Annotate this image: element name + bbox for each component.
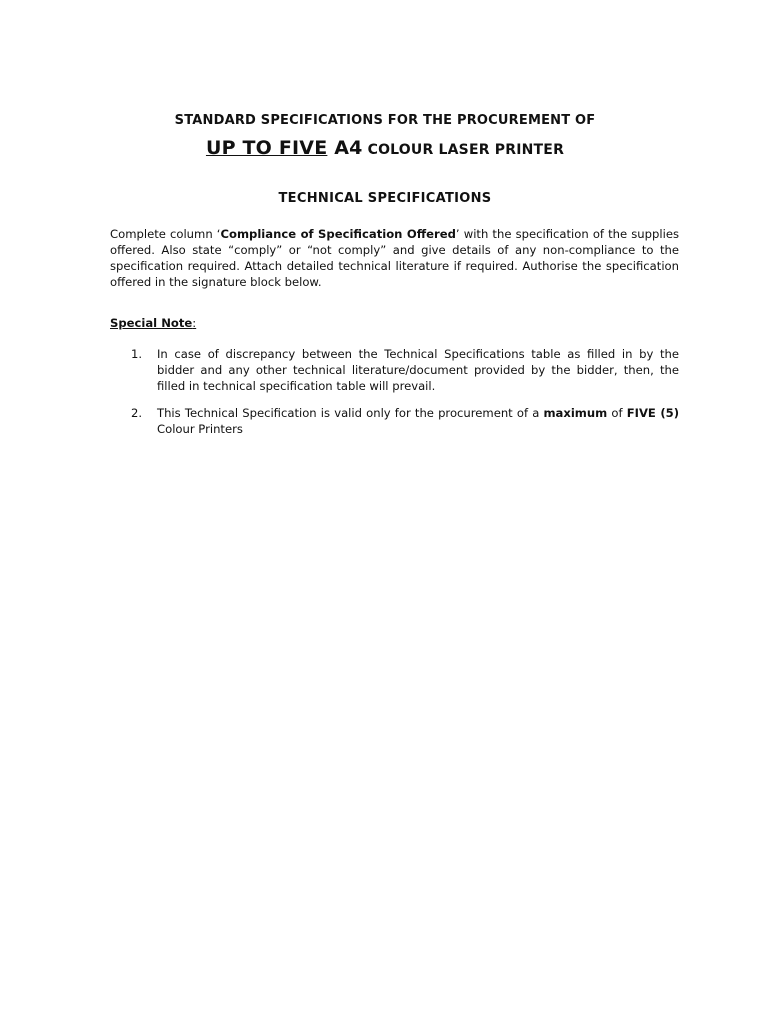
note-item-1 bbox=[131, 346, 679, 394]
note-bold-maximum: maximum bbox=[543, 406, 608, 420]
intro-text-start: Complete column ‘ bbox=[110, 227, 221, 241]
note-text-part: of bbox=[607, 406, 627, 420]
intro-bold-column-name: Compliance of Specification Offered bbox=[220, 227, 456, 241]
intro-paragraph bbox=[110, 226, 679, 290]
note-text-part: Colour Printers bbox=[157, 422, 243, 436]
title-quantity: UP TO FIVE bbox=[205, 137, 328, 159]
note-text bbox=[157, 405, 679, 437]
special-note-heading bbox=[110, 316, 196, 330]
title-line1-text: TANDARD SPECIFICATIONS FOR THE PROCUREMENT OF bbox=[184, 113, 596, 128]
note-text-part: This Technical Specification is valid only for the procurement of a bbox=[157, 406, 544, 420]
note-number: 1. bbox=[131, 347, 143, 361]
document-title-line1 bbox=[0, 113, 770, 128]
note-item-2 bbox=[131, 405, 679, 437]
document-title-line2 bbox=[0, 137, 770, 159]
intro-text-end: ’ with the specification of the supplies offered. Also state “comply” or “not comply” and give details of any non-compliance to the specification required. Attach detailed technical literature if required. Authorise the specification offered in the signature block below. bbox=[110, 227, 679, 289]
special-note-colon: : bbox=[192, 316, 197, 330]
note-text: In case of discrepancy between the Technical Specifications table as filled in by the bidder and any other technical literature/document provided by the bidder, then, the filled in technical specification table will prevail. bbox=[157, 347, 679, 393]
title-line2-text: COLOUR LASER PRINTER bbox=[362, 142, 565, 158]
note-number: 2. bbox=[131, 406, 143, 420]
note-bold-five: FIVE (5) bbox=[626, 406, 680, 420]
technical-specifications-heading: TECHNICAL SPECIFICATIONS bbox=[278, 191, 492, 206]
title-paper-size: A4 bbox=[327, 137, 363, 159]
title-initial: S bbox=[174, 113, 185, 128]
special-note-label: Special Note bbox=[110, 316, 193, 330]
